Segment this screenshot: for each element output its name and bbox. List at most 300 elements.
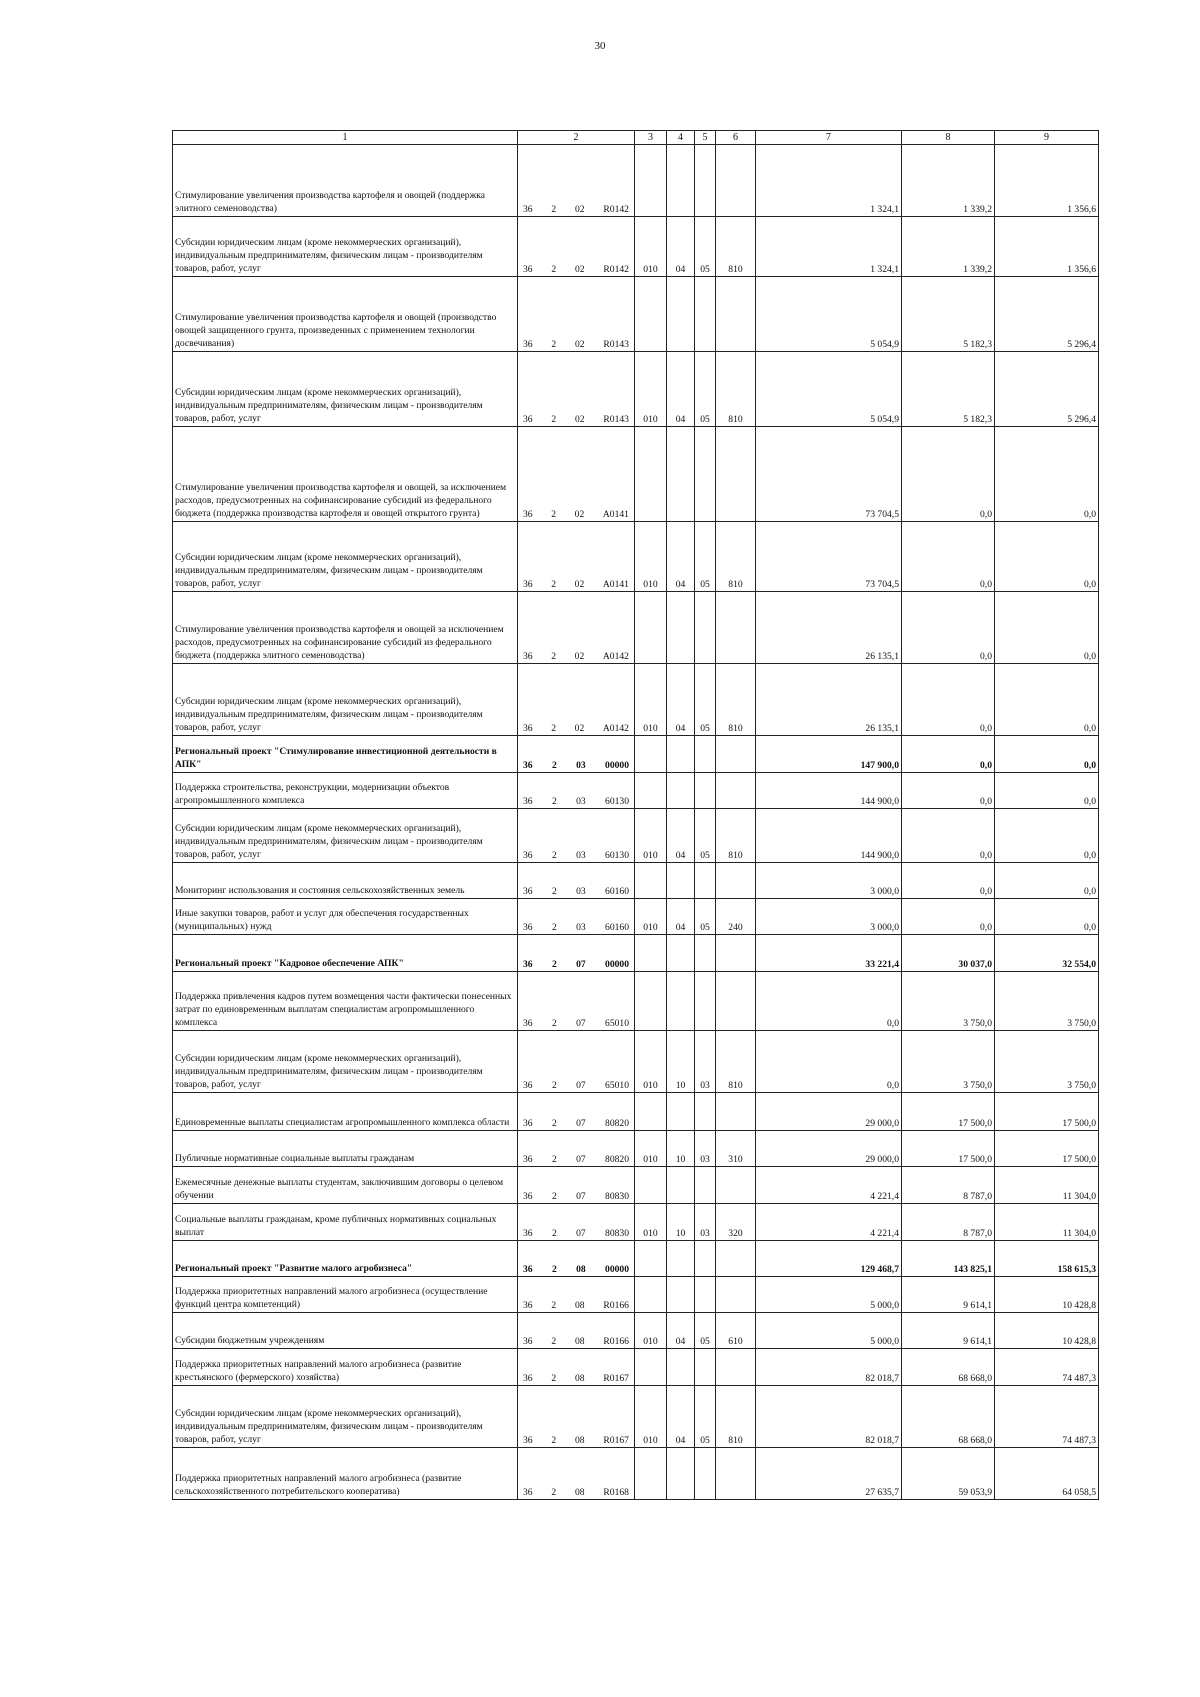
code-part: 03 [576, 885, 586, 897]
program-code-cell [518, 1031, 635, 1093]
amount-year1-cell: 33 221,4 [756, 935, 902, 972]
expense-type-cell [716, 1167, 756, 1204]
row-name-cell: Стимулирование увеличения производства картофеля и овощей (поддержка элитного семеноводства) [173, 145, 518, 217]
subsection-cell [695, 1448, 716, 1500]
code-part: 02 [574, 203, 585, 215]
table-row [173, 773, 1099, 809]
code-part: A0141 [602, 578, 629, 590]
amount-year3-cell: 0,0 [995, 809, 1099, 863]
section-cell [667, 972, 695, 1031]
amount-year1-cell: 0,0 [756, 972, 902, 1031]
amount-year3-cell: 74 487,3 [995, 1349, 1099, 1386]
table-row [173, 277, 1099, 352]
code-part: R0167 [603, 1372, 629, 1384]
amount-year3-cell: 3 750,0 [995, 972, 1099, 1031]
amount-year2-cell: 1 339,2 [902, 217, 995, 277]
amount-year3-cell: 3 750,0 [995, 1031, 1099, 1093]
subsection-cell [695, 1241, 716, 1277]
code-part: 36 [523, 203, 533, 215]
amount-year1-cell: 1 324,1 [756, 217, 902, 277]
amount-year1-cell: 3 000,0 [756, 899, 902, 935]
amount-year3-cell: 64 058,5 [995, 1448, 1099, 1500]
program-code-cell [518, 427, 635, 522]
admin-code-cell: 010 [635, 1131, 667, 1167]
amount-year2-cell: 0,0 [902, 863, 995, 899]
expense-type-cell [716, 277, 756, 352]
code-part: 00000 [605, 1263, 629, 1275]
program-code-cell [518, 1093, 635, 1131]
row-name-cell: Ежемесячные денежные выплаты студентам, заключившим договоры о целевом обучении [173, 1167, 518, 1204]
subsection-cell [695, 1349, 716, 1386]
code-part: 07 [576, 1153, 586, 1165]
amount-year1-cell: 1 324,1 [756, 145, 902, 217]
code-part: 2 [551, 508, 557, 520]
section-cell: 04 [667, 899, 695, 935]
subsection-cell [695, 863, 716, 899]
section-cell: 04 [667, 1313, 695, 1349]
header-cell: 6 [716, 131, 756, 145]
code-part: R0143 [603, 338, 629, 350]
header-cell: 7 [756, 131, 902, 145]
program-code-cell [518, 217, 635, 277]
amount-year2-cell: 0,0 [902, 809, 995, 863]
code-part: 2 [551, 203, 557, 215]
admin-code-cell [635, 863, 667, 899]
admin-code-cell: 010 [635, 522, 667, 592]
program-code-cell [518, 935, 635, 972]
code-part: 02 [574, 722, 585, 734]
code-part: 36 [523, 508, 533, 520]
amount-year3-cell: 10 428,8 [995, 1313, 1099, 1349]
code-part: R0142 [603, 263, 629, 275]
expense-type-cell: 810 [716, 352, 756, 427]
row-name-cell: Стимулирование увеличения производства картофеля и овощей, за исключением расходов, предусмотренных на софинансирование субсидий из федерального бюджета (поддержка производства картофеля и овощей открытого грунта) [173, 427, 518, 522]
admin-code-cell [635, 1277, 667, 1313]
code-part: R0166 [603, 1299, 629, 1311]
code-part: 02 [574, 338, 585, 350]
code-part: 02 [574, 508, 585, 520]
table-row [173, 1349, 1099, 1386]
admin-code-cell: 010 [635, 1386, 667, 1448]
code-part: 07 [576, 1079, 586, 1091]
code-part: 80830 [605, 1190, 629, 1202]
amount-year3-cell: 5 296,4 [995, 277, 1099, 352]
header-cell: 2 [518, 131, 635, 145]
subsection-cell: 03 [695, 1031, 716, 1093]
program-code-cell [518, 972, 635, 1031]
expense-type-cell [716, 1241, 756, 1277]
section-cell [667, 1349, 695, 1386]
code-part: 36 [523, 1190, 533, 1202]
expense-type-cell [716, 427, 756, 522]
amount-year1-cell: 82 018,7 [756, 1349, 902, 1386]
admin-code-cell [635, 592, 667, 664]
amount-year2-cell: 0,0 [902, 773, 995, 809]
amount-year2-cell: 3 750,0 [902, 1031, 995, 1093]
code-part: 2 [551, 759, 557, 771]
amount-year3-cell: 10 428,8 [995, 1277, 1099, 1313]
amount-year1-cell: 29 000,0 [756, 1131, 902, 1167]
amount-year1-cell: 73 704,5 [756, 427, 902, 522]
code-part: A0142 [602, 650, 629, 662]
row-name-cell: Поддержка приоритетных направлений малого агробизнеса (развитие крестьянского (фермерского) хозяйства) [173, 1349, 518, 1386]
code-part: 08 [574, 1299, 585, 1311]
code-part: 07 [576, 1117, 586, 1129]
amount-year3-cell: 0,0 [995, 592, 1099, 664]
program-code-cell [518, 1131, 635, 1167]
program-code-cell [518, 773, 635, 809]
expense-type-cell: 810 [716, 809, 756, 863]
code-part: R0167 [603, 1434, 629, 1446]
amount-year1-cell: 26 135,1 [756, 664, 902, 736]
section-cell [667, 935, 695, 972]
table-row [173, 145, 1099, 217]
header-cell: 5 [695, 131, 716, 145]
code-part: 2 [551, 1153, 557, 1165]
amount-year1-cell: 147 900,0 [756, 736, 902, 773]
admin-code-cell: 010 [635, 217, 667, 277]
code-part: 00000 [605, 958, 629, 970]
admin-code-cell [635, 427, 667, 522]
code-part: R0143 [603, 413, 629, 425]
expense-type-cell [716, 736, 756, 773]
subsection-cell [695, 1277, 716, 1313]
admin-code-cell: 010 [635, 1031, 667, 1093]
expense-type-cell [716, 773, 756, 809]
section-cell: 10 [667, 1031, 695, 1093]
amount-year1-cell: 129 468,7 [756, 1241, 902, 1277]
row-name-cell: Иные закупки товаров, работ и услуг для обеспечения государственных (муниципальных) нужд [173, 899, 518, 935]
table-row [173, 1241, 1099, 1277]
amount-year1-cell: 26 135,1 [756, 592, 902, 664]
code-part: 02 [574, 263, 585, 275]
admin-code-cell [635, 145, 667, 217]
code-part: 36 [523, 849, 533, 861]
code-part: 36 [523, 338, 533, 350]
section-cell [667, 1241, 695, 1277]
amount-year2-cell: 17 500,0 [902, 1131, 995, 1167]
admin-code-cell [635, 1167, 667, 1204]
amount-year3-cell: 0,0 [995, 773, 1099, 809]
code-part: 08 [576, 1263, 586, 1275]
code-part: 2 [551, 413, 557, 425]
subsection-cell: 05 [695, 809, 716, 863]
code-part: 60160 [605, 921, 629, 933]
code-part: 60130 [605, 795, 629, 807]
code-part: 2 [551, 650, 557, 662]
expense-type-cell: 810 [716, 1386, 756, 1448]
row-name-cell: Поддержка привлечения кадров путем возмещения части фактически понесенных затрат по единовременным выплатам специалистам агропромышленного комплекса [173, 972, 518, 1031]
amount-year2-cell: 0,0 [902, 899, 995, 935]
code-part: 2 [551, 795, 557, 807]
row-name-cell: Региональный проект "Стимулирование инвестиционной деятельности в АПК" [173, 736, 518, 773]
table-row [173, 1167, 1099, 1204]
code-part: 80830 [605, 1227, 629, 1239]
subsection-cell: 03 [695, 1131, 716, 1167]
amount-year2-cell: 0,0 [902, 522, 995, 592]
code-part: 36 [523, 722, 533, 734]
expense-type-cell [716, 863, 756, 899]
amount-year3-cell: 17 500,0 [995, 1093, 1099, 1131]
amount-year2-cell: 30 037,0 [902, 935, 995, 972]
budget-table [172, 130, 1099, 1500]
expense-type-cell [716, 1277, 756, 1313]
program-code-cell [518, 1448, 635, 1500]
table-row [173, 863, 1099, 899]
subsection-cell: 05 [695, 1313, 716, 1349]
amount-year2-cell: 8 787,0 [902, 1204, 995, 1241]
code-part: 2 [551, 1486, 557, 1498]
code-part: 2 [551, 1335, 557, 1347]
code-part: 36 [523, 885, 533, 897]
section-cell [667, 1448, 695, 1500]
row-name-cell: Субсидии бюджетным учреждениям [173, 1313, 518, 1349]
code-part: 2 [551, 1434, 557, 1446]
amount-year3-cell: 0,0 [995, 736, 1099, 773]
admin-code-cell [635, 773, 667, 809]
amount-year1-cell: 5 000,0 [756, 1277, 902, 1313]
code-part: 07 [576, 1017, 586, 1029]
code-part: 36 [523, 1263, 533, 1275]
expense-type-cell [716, 145, 756, 217]
code-part: A0142 [602, 722, 629, 734]
row-name-cell: Публичные нормативные социальные выплаты гражданам [173, 1131, 518, 1167]
code-part: 07 [576, 1190, 586, 1202]
code-part: 60160 [605, 885, 629, 897]
code-part: 2 [551, 1117, 557, 1129]
header-cell: 3 [635, 131, 667, 145]
subsection-cell [695, 935, 716, 972]
amount-year3-cell: 32 554,0 [995, 935, 1099, 972]
admin-code-cell: 010 [635, 809, 667, 863]
program-code-cell [518, 863, 635, 899]
table-row [173, 899, 1099, 935]
row-name-cell: Стимулирование увеличения производства картофеля и овощей (производство овощей защищенного грунта, произведенных с применением технологии досвечивания) [173, 277, 518, 352]
code-part: 2 [551, 722, 557, 734]
row-name-cell: Стимулирование увеличения производства картофеля и овощей за исключением расходов, предусмотренных на софинансирование субсидий из федерального бюджета (поддержка элитного семеноводства) [173, 592, 518, 664]
row-name-cell: Поддержка приоритетных направлений малого агробизнеса (развитие сельскохозяйственного потребительского кооператива) [173, 1448, 518, 1500]
table-row [173, 427, 1099, 522]
code-part: 36 [523, 413, 533, 425]
row-name-cell: Субсидии юридическим лицам (кроме некоммерческих организаций), индивидуальным предпринимателям, физическим лицам - производителям товаров, работ, услуг [173, 664, 518, 736]
code-part: 08 [574, 1486, 585, 1498]
amount-year1-cell: 27 635,7 [756, 1448, 902, 1500]
code-part: 36 [523, 1227, 533, 1239]
row-name-cell: Региональный проект "Развитие малого агробизнеса" [173, 1241, 518, 1277]
admin-code-cell: 010 [635, 664, 667, 736]
section-cell [667, 863, 695, 899]
section-cell: 10 [667, 1204, 695, 1241]
subsection-cell [695, 972, 716, 1031]
table-row [173, 1093, 1099, 1131]
admin-code-cell [635, 1093, 667, 1131]
amount-year2-cell: 3 750,0 [902, 972, 995, 1031]
admin-code-cell [635, 277, 667, 352]
amount-year2-cell: 143 825,1 [902, 1241, 995, 1277]
code-part: 36 [523, 795, 533, 807]
code-part: 03 [576, 849, 586, 861]
code-part: R0168 [603, 1486, 629, 1498]
amount-year2-cell: 1 339,2 [902, 145, 995, 217]
program-code-cell [518, 664, 635, 736]
code-part: 08 [574, 1372, 585, 1384]
admin-code-cell: 010 [635, 899, 667, 935]
subsection-cell [695, 427, 716, 522]
subsection-cell: 05 [695, 217, 716, 277]
program-code-cell [518, 899, 635, 935]
table-row [173, 972, 1099, 1031]
code-part: 2 [551, 263, 557, 275]
amount-year1-cell: 82 018,7 [756, 1386, 902, 1448]
amount-year2-cell: 68 668,0 [902, 1349, 995, 1386]
section-cell: 04 [667, 217, 695, 277]
code-part: 36 [523, 1079, 533, 1091]
amount-year3-cell: 1 356,6 [995, 217, 1099, 277]
section-cell: 04 [667, 809, 695, 863]
program-code-cell [518, 1167, 635, 1204]
code-part: 36 [523, 759, 533, 771]
admin-code-cell [635, 935, 667, 972]
amount-year2-cell: 9 614,1 [902, 1277, 995, 1313]
code-part: 2 [551, 885, 557, 897]
code-part: 2 [551, 1263, 557, 1275]
amount-year2-cell: 0,0 [902, 664, 995, 736]
code-part: R0166 [603, 1335, 629, 1347]
section-cell [667, 1093, 695, 1131]
subsection-cell: 05 [695, 899, 716, 935]
program-code-cell [518, 809, 635, 863]
table-row [173, 1386, 1099, 1448]
section-cell [667, 277, 695, 352]
code-part: 03 [576, 795, 586, 807]
amount-year3-cell: 11 304,0 [995, 1167, 1099, 1204]
header-cell: 4 [667, 131, 695, 145]
program-code-cell [518, 522, 635, 592]
amount-year1-cell: 73 704,5 [756, 522, 902, 592]
code-part: 36 [523, 1486, 533, 1498]
code-part: 2 [551, 1299, 557, 1311]
section-cell [667, 145, 695, 217]
admin-code-cell [635, 1448, 667, 1500]
program-code-cell [518, 592, 635, 664]
subsection-cell: 05 [695, 664, 716, 736]
code-part: 36 [523, 1153, 533, 1165]
table-row [173, 1204, 1099, 1241]
code-part: 08 [574, 1335, 585, 1347]
table-row [173, 592, 1099, 664]
expense-type-cell: 240 [716, 899, 756, 935]
amount-year3-cell: 74 487,3 [995, 1386, 1099, 1448]
table-row [173, 1448, 1099, 1500]
row-name-cell: Мониторинг использования и состояния сельскохозяйственных земель [173, 863, 518, 899]
amount-year3-cell: 5 296,4 [995, 352, 1099, 427]
code-part: 36 [523, 1117, 533, 1129]
code-part: 2 [551, 1017, 557, 1029]
program-code-cell [518, 1277, 635, 1313]
amount-year3-cell: 0,0 [995, 522, 1099, 592]
header-cell: 1 [173, 131, 518, 145]
section-cell: 04 [667, 1386, 695, 1448]
code-part: 36 [523, 1434, 533, 1446]
subsection-cell [695, 592, 716, 664]
table-row [173, 352, 1099, 427]
table-row [173, 736, 1099, 773]
section-cell: 10 [667, 1131, 695, 1167]
admin-code-cell: 010 [635, 352, 667, 427]
section-cell [667, 736, 695, 773]
subsection-cell: 05 [695, 352, 716, 427]
amount-year1-cell: 4 221,4 [756, 1204, 902, 1241]
row-name-cell: Социальные выплаты гражданам, кроме публичных нормативных социальных выплат [173, 1204, 518, 1241]
amount-year2-cell: 5 182,3 [902, 277, 995, 352]
row-name-cell: Субсидии юридическим лицам (кроме некоммерческих организаций), индивидуальным предпринимателям, физическим лицам - производителям товаров, работ, услуг [173, 352, 518, 427]
row-name-cell: Поддержка приоритетных направлений малого агробизнеса (осуществление функций центра компетенций) [173, 1277, 518, 1313]
expense-type-cell: 810 [716, 664, 756, 736]
code-part: 02 [574, 650, 585, 662]
code-part: 2 [551, 958, 557, 970]
subsection-cell [695, 145, 716, 217]
subsection-cell [695, 1167, 716, 1204]
code-part: 03 [576, 759, 586, 771]
program-code-cell [518, 277, 635, 352]
expense-type-cell [716, 1349, 756, 1386]
amount-year1-cell: 5 054,9 [756, 352, 902, 427]
row-name-cell: Региональный проект "Кадровое обеспечение АПК" [173, 935, 518, 972]
amount-year2-cell: 9 614,1 [902, 1313, 995, 1349]
expense-type-cell: 320 [716, 1204, 756, 1241]
code-part: 2 [551, 1079, 557, 1091]
row-name-cell: Субсидии юридическим лицам (кроме некоммерческих организаций), индивидуальным предпринимателям, физическим лицам - производителям товаров, работ, услуг [173, 1031, 518, 1093]
amount-year1-cell: 4 221,4 [756, 1167, 902, 1204]
amount-year2-cell: 8 787,0 [902, 1167, 995, 1204]
code-part: 07 [576, 958, 586, 970]
code-part: 02 [574, 578, 585, 590]
section-cell: 04 [667, 664, 695, 736]
code-part: 36 [523, 1017, 533, 1029]
admin-code-cell [635, 972, 667, 1031]
amount-year1-cell: 144 900,0 [756, 773, 902, 809]
section-cell [667, 773, 695, 809]
section-cell: 04 [667, 522, 695, 592]
expense-type-cell: 810 [716, 522, 756, 592]
expense-type-cell: 810 [716, 217, 756, 277]
table-row [173, 1131, 1099, 1167]
table-row [173, 522, 1099, 592]
subsection-cell [695, 773, 716, 809]
amount-year3-cell: 11 304,0 [995, 1204, 1099, 1241]
section-cell [667, 1277, 695, 1313]
section-cell: 04 [667, 352, 695, 427]
code-part: 65010 [605, 1079, 629, 1091]
code-part: 2 [551, 1227, 557, 1239]
section-cell [667, 592, 695, 664]
code-part: 36 [523, 1299, 533, 1311]
code-part: 36 [523, 921, 533, 933]
code-part: 36 [523, 1335, 533, 1347]
admin-code-cell [635, 1349, 667, 1386]
code-part: 02 [574, 413, 585, 425]
amount-year1-cell: 3 000,0 [756, 863, 902, 899]
amount-year3-cell: 17 500,0 [995, 1131, 1099, 1167]
code-part: 2 [551, 921, 557, 933]
table-row [173, 1031, 1099, 1093]
code-part: 80820 [605, 1117, 629, 1129]
code-part: 60130 [605, 849, 629, 861]
amount-year3-cell: 0,0 [995, 427, 1099, 522]
program-code-cell [518, 145, 635, 217]
amount-year3-cell: 0,0 [995, 899, 1099, 935]
row-name-cell: Единовременные выплаты специалистам агропромышленного комплекса области [173, 1093, 518, 1131]
